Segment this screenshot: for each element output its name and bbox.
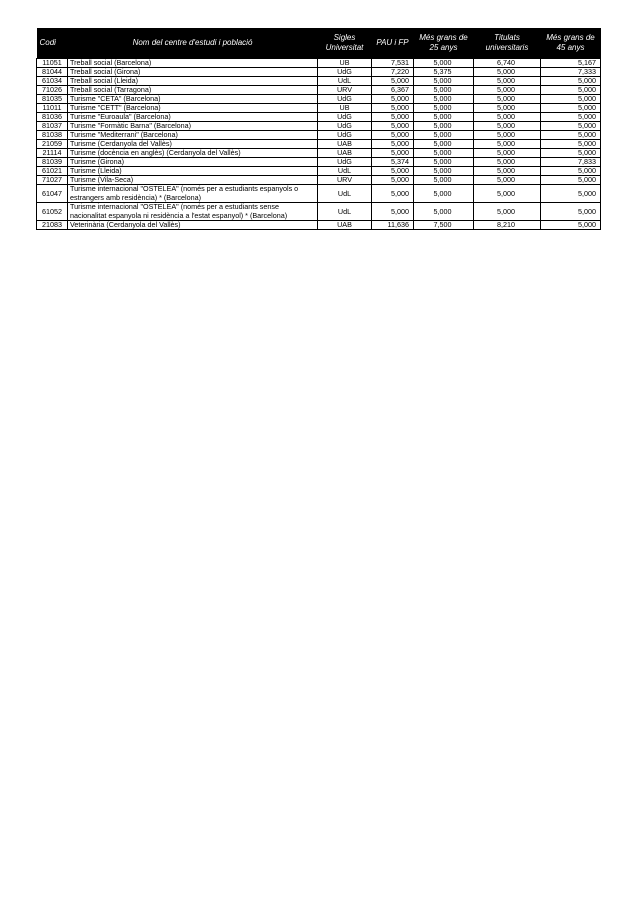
cell-pau-fp: 5,000 [372, 149, 414, 158]
cell-name: Treball social (Tarragona) [68, 86, 318, 95]
cell-over-25: 5,000 [414, 59, 474, 68]
table-row [37, 131, 601, 140]
header-over-25: Més grans de 25 anys [414, 28, 474, 59]
cell-over-25: 5,000 [414, 203, 474, 221]
cell-over-25: 5,000 [414, 158, 474, 167]
cell-graduates: 5,000 [474, 95, 541, 104]
cell-university: UB [318, 59, 372, 68]
cell-name: Turisme (docència en anglès) (Cerdanyola del Vallès) [68, 149, 318, 158]
table-body [37, 59, 601, 230]
cell-pau-fp: 5,000 [372, 167, 414, 176]
cell-code: 11051 [37, 59, 68, 68]
cell-code: 61021 [37, 167, 68, 176]
cell-code: 81044 [37, 68, 68, 77]
table-row [37, 59, 601, 68]
header-over-45: Més grans de 45 anys [541, 28, 601, 59]
cell-over-25: 5,000 [414, 104, 474, 113]
cell-code: 21083 [37, 221, 68, 230]
cell-over-25: 5,000 [414, 140, 474, 149]
cell-pau-fp: 5,000 [372, 185, 414, 203]
cell-name: Turisme "Mediterrani" (Barcelona) [68, 131, 318, 140]
cell-pau-fp: 5,000 [372, 203, 414, 221]
cell-graduates: 5,000 [474, 113, 541, 122]
table-row [37, 113, 601, 122]
cell-over-25: 5,000 [414, 167, 474, 176]
header-university: Sigles Universitat [318, 28, 372, 59]
cell-name: Veterinària (Cerdanyola del Vallès) [68, 221, 318, 230]
cell-graduates: 5,000 [474, 158, 541, 167]
table-row [37, 185, 601, 203]
cell-name: Turisme (Vila-Seca) [68, 176, 318, 185]
cell-over-25: 5,000 [414, 95, 474, 104]
cell-over-45: 5,000 [541, 167, 601, 176]
cell-over-45: 5,000 [541, 131, 601, 140]
cell-code: 21059 [37, 140, 68, 149]
cell-code: 81037 [37, 122, 68, 131]
cell-pau-fp: 5,000 [372, 104, 414, 113]
cell-pau-fp: 5,374 [372, 158, 414, 167]
cell-over-45: 5,167 [541, 59, 601, 68]
cell-pau-fp: 6,367 [372, 86, 414, 95]
cell-name: Turisme internacional "OSTELEA" (només per a estudiants espanyols o estrangers amb residència) * (Barcelona) [68, 185, 318, 203]
table-row [37, 221, 601, 230]
cell-over-25: 7,500 [414, 221, 474, 230]
cell-code: 61034 [37, 77, 68, 86]
cell-name: Treball social (Barcelona) [68, 59, 318, 68]
cell-over-45: 5,000 [541, 104, 601, 113]
cell-graduates: 8,210 [474, 221, 541, 230]
cell-name: Treball social (Lleida) [68, 77, 318, 86]
cell-university: UdG [318, 158, 372, 167]
table-row [37, 104, 601, 113]
header-pau-fp: PAU i FP [372, 28, 414, 59]
cell-code: 81036 [37, 113, 68, 122]
cell-over-25: 5,375 [414, 68, 474, 77]
table-row [37, 68, 601, 77]
table-row [37, 77, 601, 86]
cell-over-25: 5,000 [414, 176, 474, 185]
table-header [37, 28, 601, 59]
table-row [37, 140, 601, 149]
cell-pau-fp: 7,531 [372, 59, 414, 68]
cell-name: Treball social (Girona) [68, 68, 318, 77]
header-code: Codi [37, 28, 68, 59]
cell-university: URV [318, 86, 372, 95]
cell-name: Turisme "Euroaula" (Barcelona) [68, 113, 318, 122]
cell-graduates: 5,000 [474, 122, 541, 131]
cell-graduates: 5,000 [474, 104, 541, 113]
cell-pau-fp: 11,636 [372, 221, 414, 230]
cell-code: 61047 [37, 185, 68, 203]
cell-university: UAB [318, 221, 372, 230]
table-row [37, 176, 601, 185]
cell-code: 21114 [37, 149, 68, 158]
cell-over-45: 7,333 [541, 68, 601, 77]
cell-over-45: 5,000 [541, 185, 601, 203]
cell-over-25: 5,000 [414, 149, 474, 158]
cell-pau-fp: 7,220 [372, 68, 414, 77]
cell-code: 61052 [37, 203, 68, 221]
cell-university: UdL [318, 77, 372, 86]
cell-over-25: 5,000 [414, 185, 474, 203]
cell-over-45: 5,000 [541, 113, 601, 122]
cell-over-25: 5,000 [414, 122, 474, 131]
cell-name: Turisme (Lleida) [68, 167, 318, 176]
cell-over-45: 5,000 [541, 122, 601, 131]
cell-name: Turisme "CETA" (Barcelona) [68, 95, 318, 104]
cell-graduates: 5,000 [474, 86, 541, 95]
cell-over-45: 5,000 [541, 221, 601, 230]
table-row [37, 149, 601, 158]
cell-over-45: 5,000 [541, 86, 601, 95]
cell-over-45: 5,000 [541, 176, 601, 185]
cell-university: UB [318, 104, 372, 113]
cell-pau-fp: 5,000 [372, 176, 414, 185]
cell-code: 71027 [37, 176, 68, 185]
cell-university: UdG [318, 95, 372, 104]
cell-name: Turisme internacional "OSTELEA" (només per a estudiants sense nacionalitat espanyola ni residència a l'estat espanyol) * (Barcelona) [68, 203, 318, 221]
cut-off-marks-table [36, 28, 601, 230]
cell-graduates: 5,000 [474, 68, 541, 77]
table-row [37, 95, 601, 104]
cell-university: UdL [318, 203, 372, 221]
cell-graduates: 5,000 [474, 77, 541, 86]
cell-graduates: 5,000 [474, 149, 541, 158]
table-row [37, 203, 601, 221]
cell-university: UdL [318, 185, 372, 203]
cell-pau-fp: 5,000 [372, 77, 414, 86]
cell-name: Turisme (Cerdanyola del Vallès) [68, 140, 318, 149]
cell-pau-fp: 5,000 [372, 122, 414, 131]
cell-pau-fp: 5,000 [372, 95, 414, 104]
cell-over-25: 5,000 [414, 86, 474, 95]
cell-code: 11011 [37, 104, 68, 113]
cell-pau-fp: 5,000 [372, 140, 414, 149]
cell-over-25: 5,000 [414, 77, 474, 86]
cell-over-45: 5,000 [541, 140, 601, 149]
cell-code: 71026 [37, 86, 68, 95]
table-row [37, 86, 601, 95]
cell-name: Turisme "CETT" (Barcelona) [68, 104, 318, 113]
cell-graduates: 5,000 [474, 185, 541, 203]
cell-graduates: 5,000 [474, 176, 541, 185]
cell-university: UdG [318, 131, 372, 140]
table-row [37, 158, 601, 167]
cell-name: Turisme (Girona) [68, 158, 318, 167]
cell-over-45: 5,000 [541, 77, 601, 86]
cell-university: UAB [318, 149, 372, 158]
header-name: Nom del centre d'estudi i població [68, 28, 318, 59]
cell-graduates: 5,000 [474, 167, 541, 176]
cell-university: URV [318, 176, 372, 185]
cell-graduates: 6,740 [474, 59, 541, 68]
cell-over-45: 5,000 [541, 149, 601, 158]
cell-pau-fp: 5,000 [372, 131, 414, 140]
cell-university: UdG [318, 122, 372, 131]
cell-university: UdG [318, 68, 372, 77]
table-row [37, 122, 601, 131]
table-row [37, 167, 601, 176]
cell-over-45: 5,000 [541, 95, 601, 104]
cell-code: 81038 [37, 131, 68, 140]
cell-university: UAB [318, 140, 372, 149]
cell-name: Turisme "Formàtic Barna" (Barcelona) [68, 122, 318, 131]
cell-graduates: 5,000 [474, 203, 541, 221]
header-graduates: Titulats universitaris [474, 28, 541, 59]
cell-code: 81039 [37, 158, 68, 167]
cell-graduates: 5,000 [474, 131, 541, 140]
cell-over-45: 7,833 [541, 158, 601, 167]
cell-graduates: 5,000 [474, 140, 541, 149]
cell-code: 81035 [37, 95, 68, 104]
cell-university: UdG [318, 113, 372, 122]
cell-university: UdL [318, 167, 372, 176]
cell-pau-fp: 5,000 [372, 113, 414, 122]
cell-over-25: 5,000 [414, 131, 474, 140]
cell-over-45: 5,000 [541, 203, 601, 221]
cell-over-25: 5,000 [414, 113, 474, 122]
